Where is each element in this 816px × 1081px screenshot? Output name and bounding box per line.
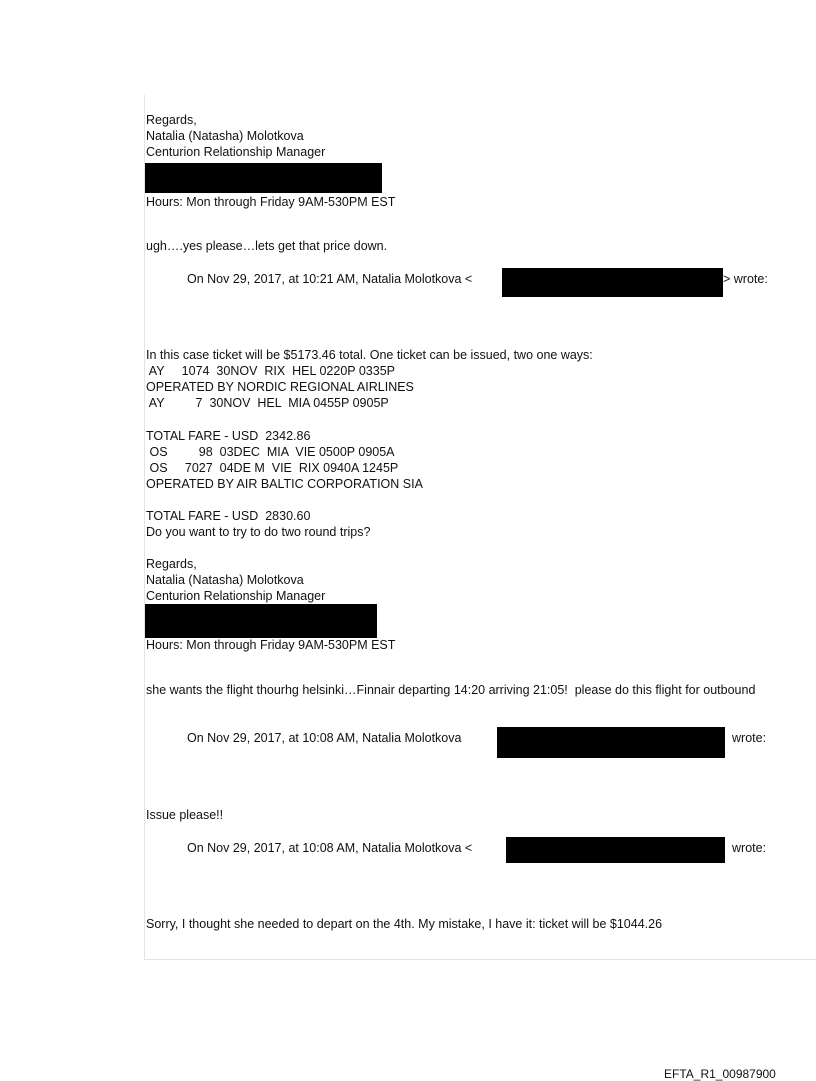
- quote-header-1-suffix: > wrote:: [723, 272, 768, 286]
- itinerary-line: OPERATED BY NORDIC REGIONAL AIRLINES: [146, 380, 414, 394]
- itinerary-line: OS 7027 04DE M VIE RIX 0940A 1245P: [146, 461, 399, 475]
- itinerary-outbound: [146, 363, 414, 411]
- quote-header-2-suffix: wrote:: [732, 731, 767, 745]
- signature-name: Natalia (Natasha) Molotkova: [146, 129, 304, 143]
- itinerary-return: [146, 444, 423, 492]
- redaction-box: [502, 268, 723, 297]
- quote-header-1: On Nov 29, 2017, at 10:21 AM, Natalia Molotkova <: [187, 272, 473, 286]
- redaction-box: [145, 163, 382, 193]
- signature-title: Centurion Relationship Manager: [146, 589, 326, 603]
- redaction-box: [145, 604, 377, 638]
- signature-hours: Hours: Mon through Friday 9AM-530PM EST: [146, 195, 396, 209]
- document-id: EFTA_R1_00987900: [664, 1067, 776, 1081]
- quoted-final-body: Sorry, I thought she needed to depart on the 4th. My mistake, I have it: ticket will be $1044.26: [146, 917, 663, 931]
- quote-header-3-suffix: wrote:: [732, 841, 767, 855]
- signature-name: Natalia (Natasha) Molotkova: [146, 573, 304, 587]
- quoted-intro: In this case ticket will be $5173.46 total. One ticket can be issued, two one ways:: [146, 348, 593, 362]
- quote-header-2: On Nov 29, 2017, at 10:08 AM, Natalia Molotkova: [187, 731, 462, 745]
- redaction-box: [497, 727, 725, 758]
- reply-body-1: ugh….yes please…lets get that price down.: [146, 239, 388, 253]
- reply-body-2: she wants the flight thourhg helsinki…Finnair departing 14:20 arriving 21:05! please do this flight for outbound: [146, 683, 756, 697]
- itinerary-line: AY 1074 30NOV RIX HEL 0220P 0335P: [146, 364, 396, 378]
- redaction-box: [506, 837, 725, 863]
- quote-header-3: On Nov 29, 2017, at 10:08 AM, Natalia Molotkova <: [187, 841, 473, 855]
- signature-title: Centurion Relationship Manager: [146, 145, 326, 159]
- itinerary-line: AY 7 30NOV HEL MIA 0455P 0905P: [146, 396, 389, 410]
- signature-closing: Regards,: [146, 113, 197, 127]
- reply-body-3: Issue please!!: [146, 808, 224, 822]
- quoted-question: Do you want to try to do two round trips?: [146, 525, 371, 539]
- signature-closing: Regards,: [146, 557, 197, 571]
- signature-block-2: [146, 556, 325, 604]
- signature-block-1: [146, 112, 325, 160]
- total-fare-2: TOTAL FARE - USD 2830.60: [146, 509, 311, 523]
- itinerary-line: OS 98 03DEC MIA VIE 0500P 0905A: [146, 445, 395, 459]
- signature-hours: Hours: Mon through Friday 9AM-530PM EST: [146, 638, 396, 652]
- itinerary-line: OPERATED BY AIR BALTIC CORPORATION SIA: [146, 477, 423, 491]
- total-fare-1: TOTAL FARE - USD 2342.86: [146, 429, 311, 443]
